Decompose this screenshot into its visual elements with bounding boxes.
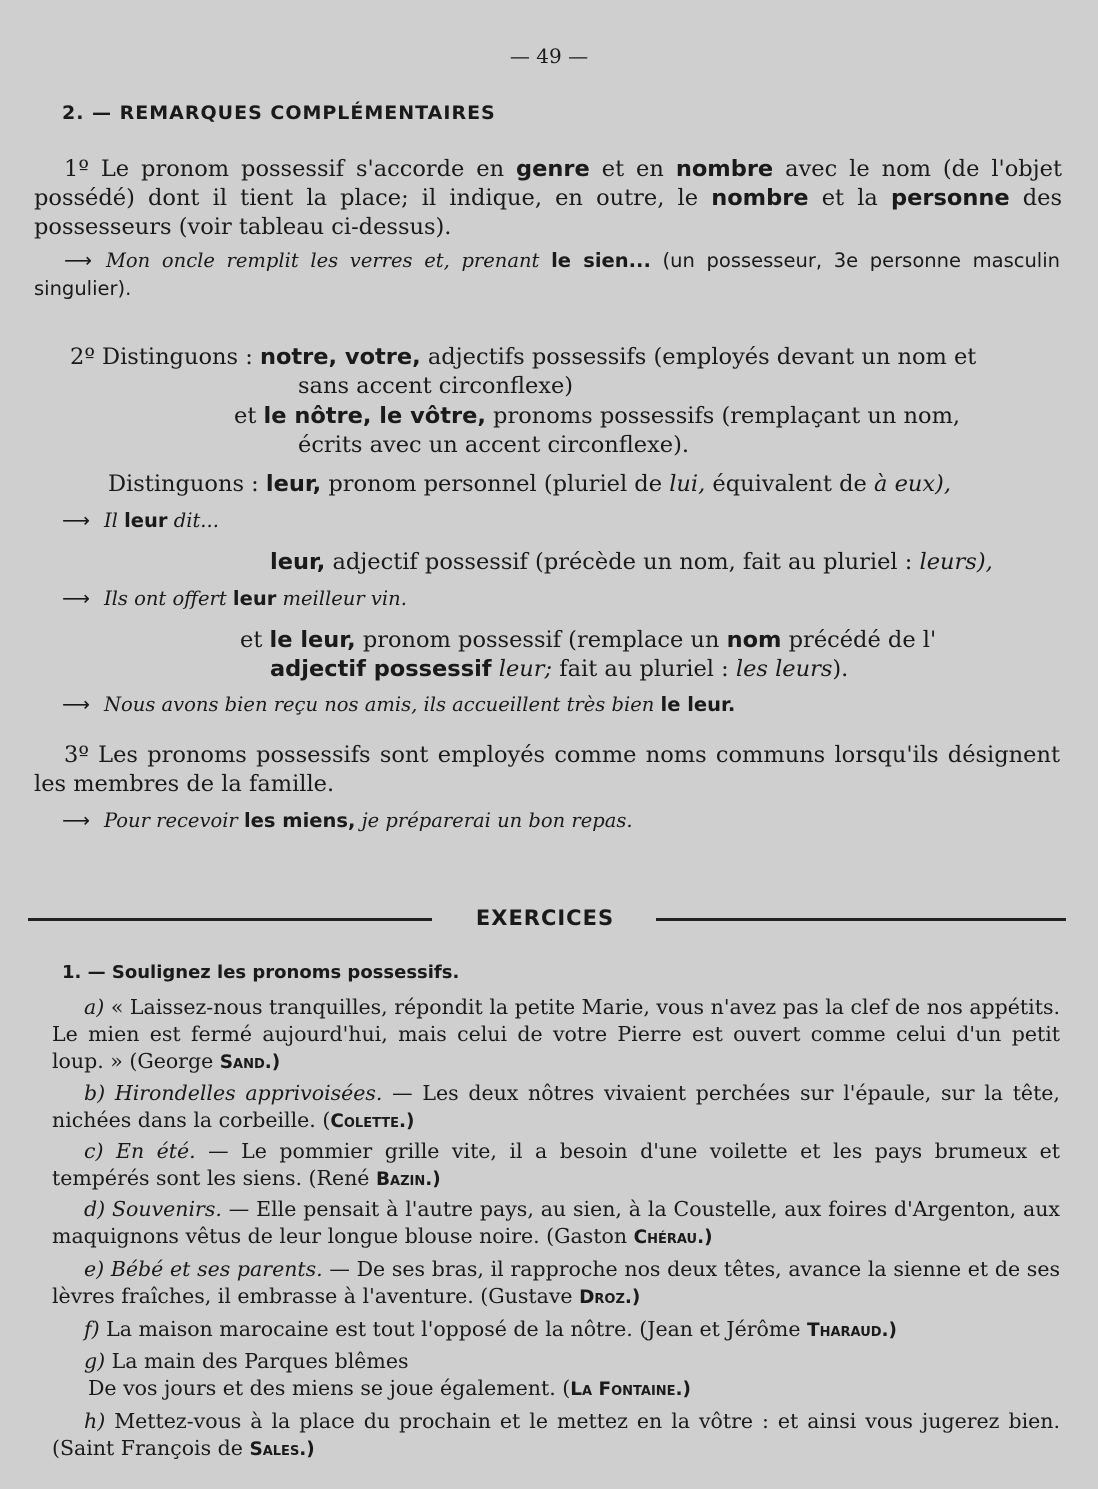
remark-3-example: ⟶ Pour recevoir les miens, je préparerai un bon repas. — [62, 809, 633, 832]
remark-2-line2: sans accent circonflexe) — [298, 373, 574, 399]
exercise-item-g: g) La main des Parques blêmes De vos jours et des miens se joue également. (La Fontaine.) — [84, 1349, 691, 1400]
page-number: — 49 — — [509, 44, 589, 68]
exercise-item-h: h) Mettez-vous à la place du prochain et le mettez en la vôtre : et ainsi vous jugerez bien. (Saint François de Sales.) — [52, 1409, 1060, 1460]
arrow-icon: ⟶ — [62, 587, 90, 610]
exercise-1-title: 1. — Soulignez les pronoms possessifs. — [62, 962, 460, 983]
remark-2c-example: ⟶ Ils ont offert leur meilleur vin. — [62, 587, 407, 610]
divider-left — [28, 918, 432, 921]
exercise-item-f: f) La maison marocaine est tout l'opposé de la nôtre. (Jean et Jérôme Tharaud.) — [84, 1317, 897, 1341]
arrow-icon: ⟶ — [62, 809, 90, 832]
exercise-item-c: c) En été. — Le pommier grille vite, il a besoin d'une voilette et les pays brumeux et tempérés sont les siens. (René Bazin.) — [52, 1139, 1060, 1190]
arrow-icon: ⟶ — [62, 693, 90, 716]
arrow-icon: ⟶ — [62, 509, 90, 532]
exercises-title: EXERCICES — [475, 906, 615, 930]
exercise-item-d: d) Souvenirs. — Elle pensait à l'autre pays, au sien, à la Coustelle, aux foires d'Argenton, aux maquignons vêtus de leur longue blouse noire. (Gaston Chérau.) — [52, 1197, 1060, 1248]
exercise-item-b: b) Hirondelles apprivoisées. — Les deux nôtres vivaient perchées sur l'épaule, sur la tête, nichées dans la corbeille. (Colette.) — [52, 1081, 1060, 1132]
exercise-item-a: a) « Laissez-nous tranquilles, répondit la petite Marie, vous n'avez pas la clef de nos appétits. Le mien est fermé aujourd'hui, mais celui de votre Pierre est ouvert comme celui d'un petit loup. » (George Sand.) — [52, 995, 1060, 1073]
remark-1-example: ⟶ Mon oncle remplit les verres et, prenant le sien... (un possesseur, 3e personne masculin singulier). — [34, 249, 1061, 300]
remark-2-line1: 2º Distinguons : notre, votre, adjectifs possessifs (employés devant un nom et — [70, 344, 977, 370]
remark-2d-line2: adjectif possessif leur; fait au pluriel : les leurs). — [270, 656, 849, 682]
remark-2-line3: et le nôtre, le vôtre, pronoms possessifs (remplaçant un nom, — [234, 403, 961, 429]
remark-2d-example: ⟶ Nous avons bien reçu nos amis, ils accueillent très bien le leur. — [62, 693, 736, 716]
remark-2b-example: ⟶ Il leur dit... — [62, 509, 219, 532]
exercise-item-e: e) Bébé et ses parents. — De ses bras, il rapproche nos deux têtes, avance la sienne et de ses lèvres fraîches, il embrasse à l'aventure. (Gustave Droz.) — [52, 1257, 1060, 1308]
arrow-icon: ⟶ — [64, 249, 92, 272]
remark-2-line4: écrits avec un accent circonflexe). — [298, 432, 690, 458]
remark-2c: leur, adjectif possessif (précède un nom, fait au pluriel : leurs), — [270, 549, 993, 575]
section-title: 2. — REMARQUES COMPLÉMENTAIRES — [62, 102, 496, 124]
remark-1: 1º Le pronom possessif s'accorde en genre et en nombre avec le nom (de l'objet possédé) dont il tient la place; il indique, en outre, le nombre et la personne des possesseurs (voir tableau ci-dessus). — [34, 156, 1063, 240]
remark-2b: Distinguons : leur, pronom personnel (pluriel de lui, équivalent de à eux), — [108, 471, 951, 497]
divider-right — [656, 918, 1066, 921]
remark-2d-line1: et le leur, pronom possessif (remplace un nom précédé de l' — [240, 627, 937, 653]
remark-3: 3º Les pronoms possessifs sont employés comme noms communs lorsqu'ils désignent les membres de la famille. — [34, 742, 1060, 797]
